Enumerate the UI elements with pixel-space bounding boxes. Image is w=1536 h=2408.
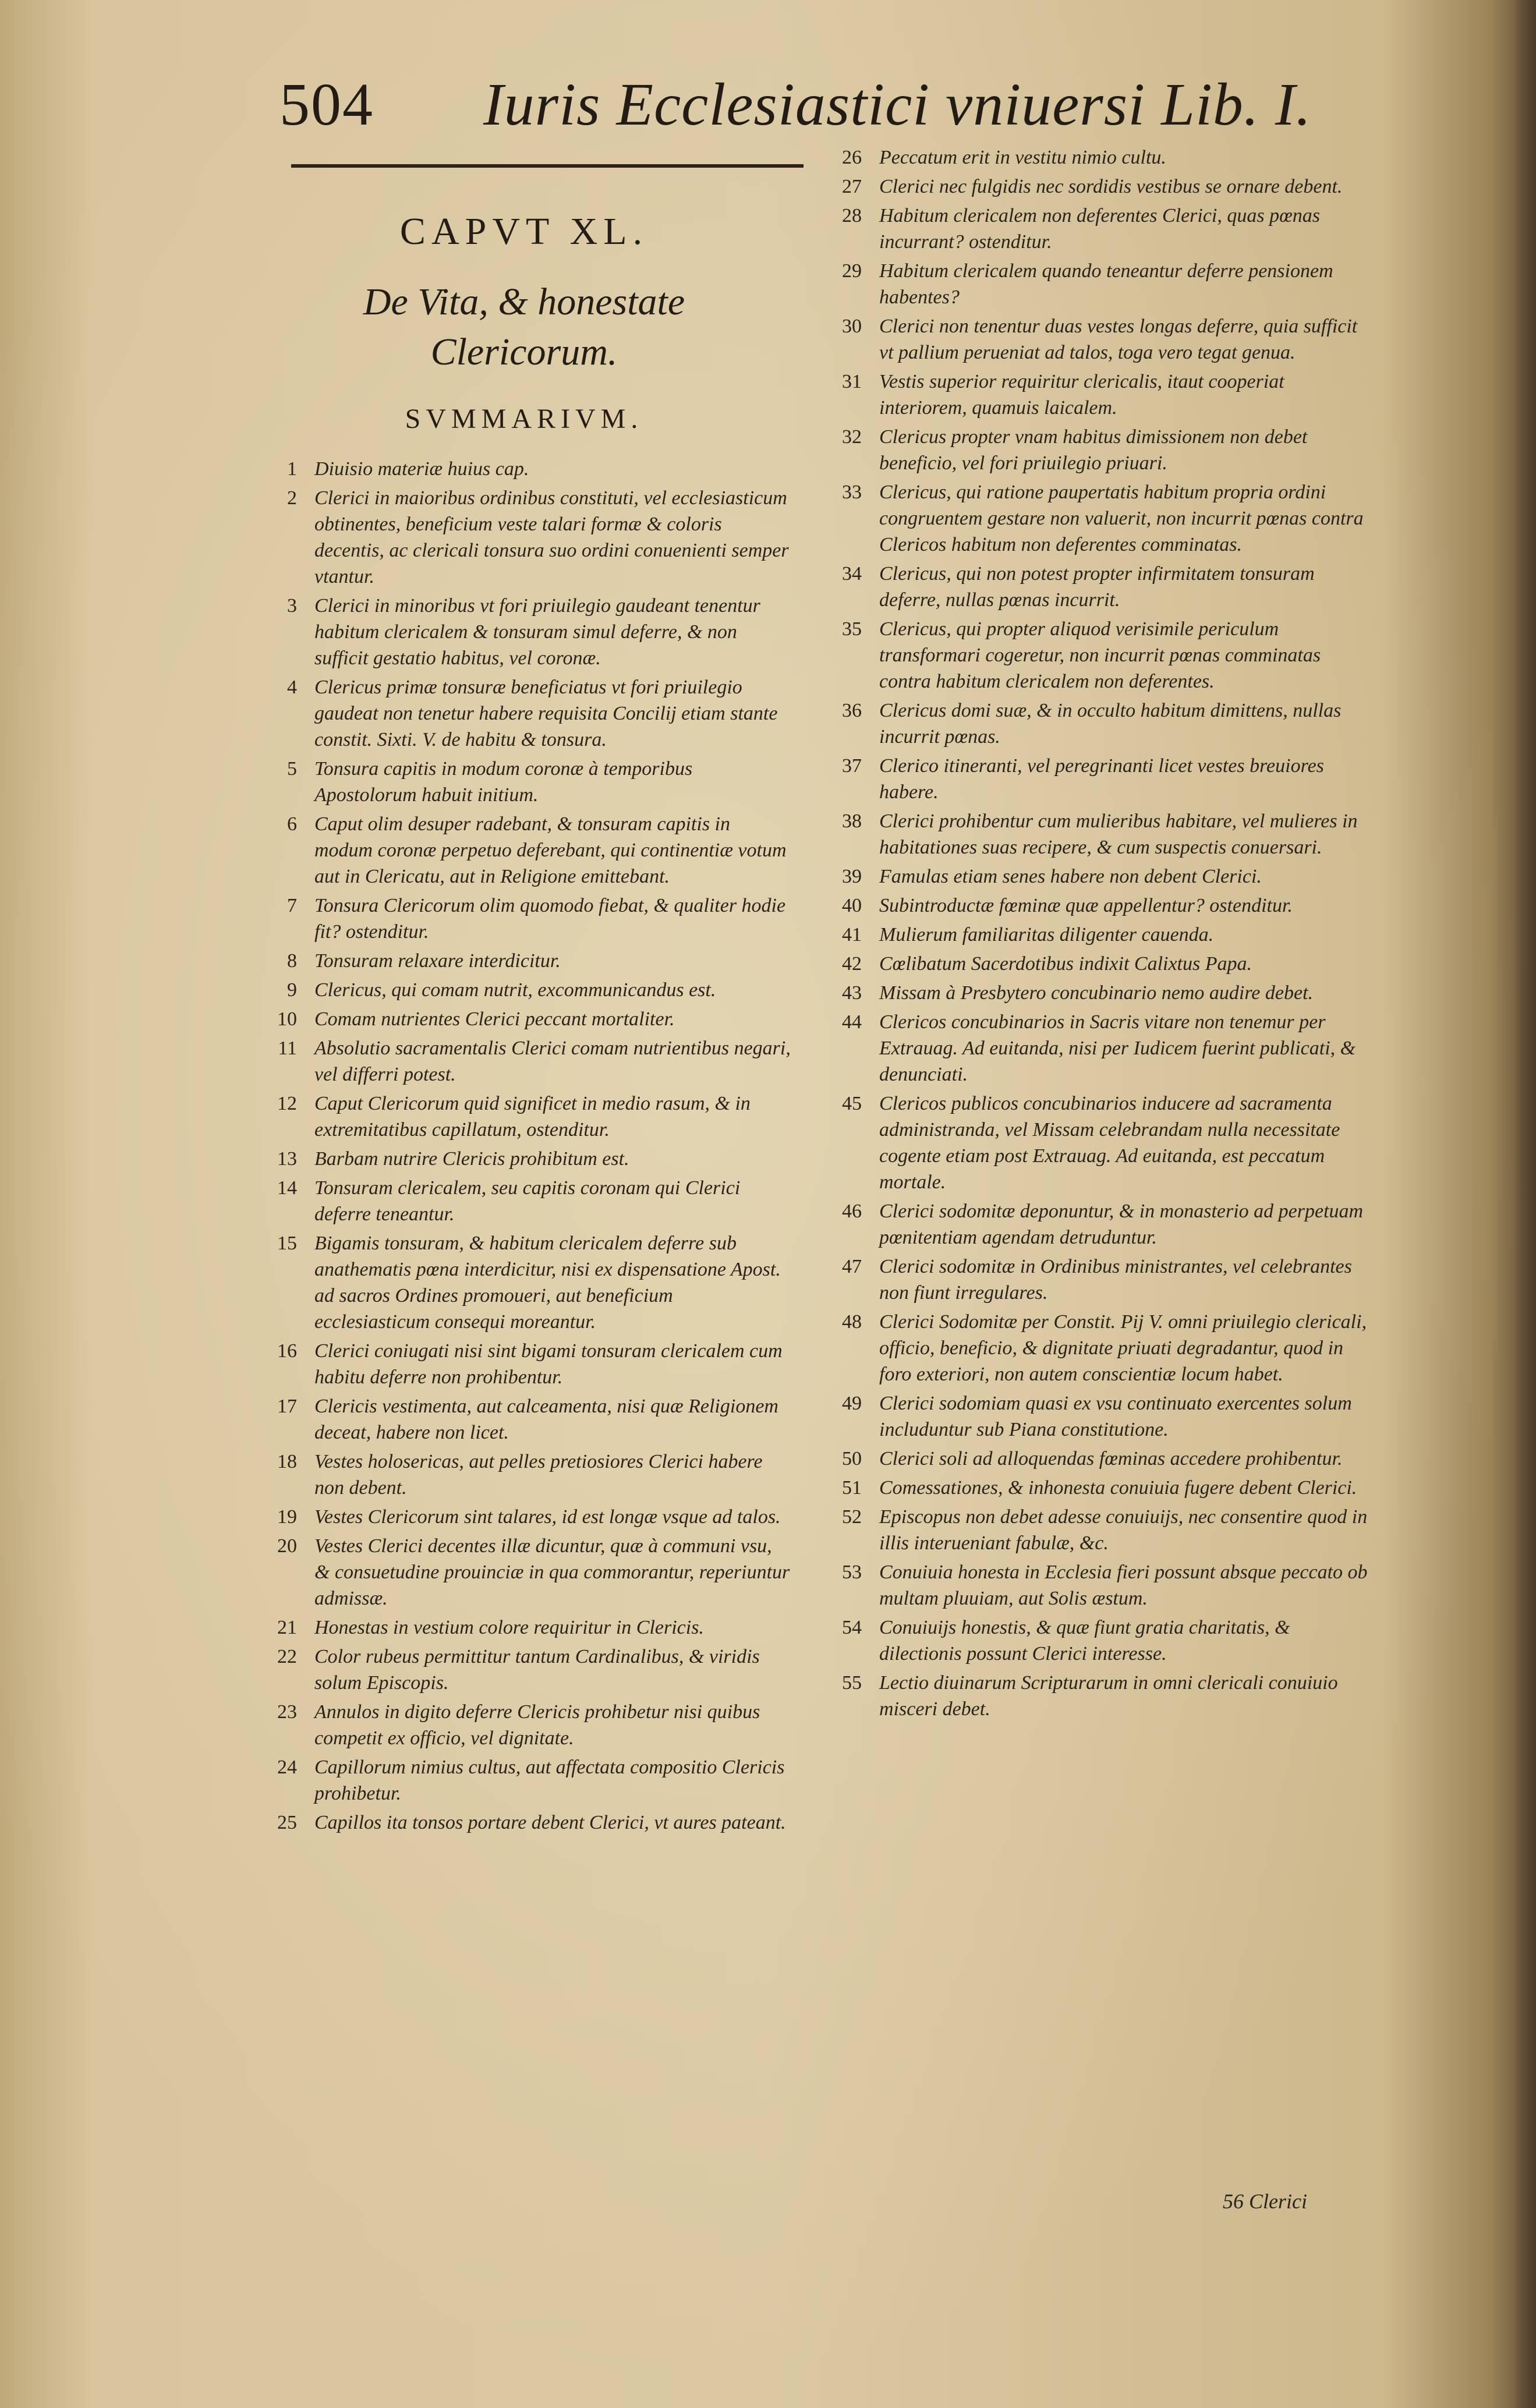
entry-text: Honestas in vestium colore requiritur in Clericis. xyxy=(314,1616,704,1638)
entry-number: 6 xyxy=(287,813,297,835)
summary-entry xyxy=(815,1614,1374,1667)
summary-entry xyxy=(256,593,792,671)
summary-entry xyxy=(815,1559,1374,1612)
summary-entry xyxy=(815,173,1374,200)
right-column xyxy=(815,144,1374,1725)
entry-text: Annulos in digito deferre Clericis prohibetur nisi quibus competit ex officio, vel dignitate. xyxy=(314,1701,760,1749)
entry-text: Clericus, qui propter aliquod verisimile periculum transformari cogeretur, non incurrit pœnas comminatas contra habitum clericalem non deferentes. xyxy=(879,618,1321,692)
summary-entry xyxy=(256,1614,792,1641)
summary-entry xyxy=(256,811,792,890)
entry-number: 20 xyxy=(277,1535,297,1557)
entry-number: 36 xyxy=(842,700,862,721)
entry-number: 16 xyxy=(277,1340,297,1362)
entry-text: Tonsura Clericorum olim quomodo fiebat, & qualiter hodie fit? ostenditur. xyxy=(314,894,786,943)
entry-number: 8 xyxy=(287,950,297,972)
summary-entry xyxy=(815,313,1374,366)
entry-text: Clerico itineranti, vel peregrinanti licet vestes breuiores habere. xyxy=(879,755,1324,803)
summary-entry xyxy=(256,485,792,590)
entry-text: Mulierum familiaritas diligenter cauenda. xyxy=(879,924,1214,946)
entry-text: Vestis superior requiritur clericalis, itaut cooperiat interiorem, quamuis laicalem. xyxy=(879,371,1284,419)
summary-entry xyxy=(815,144,1374,171)
entry-text: Conuiuia honesta in Ecclesia fieri possunt absque peccato ob multam pluuiam, aut Solis æstum. xyxy=(879,1561,1368,1609)
summary-entry xyxy=(815,863,1374,890)
entry-text: Clericis vestimenta, aut calceamenta, nisi quæ Religionem deceat, habere non licet. xyxy=(314,1395,778,1443)
entry-number: 48 xyxy=(842,1311,862,1333)
entry-number: 37 xyxy=(842,755,862,777)
entry-number: 7 xyxy=(287,894,297,916)
entry-text: Comam nutrientes Clerici peccant mortaliter. xyxy=(314,1008,675,1030)
summary-list-right xyxy=(815,144,1374,1722)
entry-text: Clerici sodomitæ deponuntur, & in monasterio ad perpetuam pœnitentiam agendam detruduntur. xyxy=(879,1201,1364,1248)
page-header xyxy=(279,70,1312,151)
entry-text: Clericus propter vnam habitus dimissionem non debet beneficio, vel fori priuilegio priuari. xyxy=(879,426,1308,474)
entry-number: 51 xyxy=(842,1477,862,1499)
entry-text: Clericus, qui ratione paupertatis habitum propria ordini congruentem gestare non valuerit, non incurrit pœnas contra Clericos habitum non deferentes comminatas. xyxy=(879,481,1364,555)
entry-number: 41 xyxy=(842,924,862,946)
running-title: Iuris Ecclesiastici vniuersi Lib. I. xyxy=(483,71,1312,138)
entry-text: Bigamis tonsuram, & habitum clericalem deferre sub anathematis pœna interdicitur, nisi ex dispensatione Apost. ad sacros Ordines promoueri, aut beneficium ecclesiasticum consequi moreantur. xyxy=(314,1232,781,1333)
entry-text: Vestes holosericas, aut pelles pretiosiores Clerici habere non debent. xyxy=(314,1450,763,1499)
summary-entry xyxy=(256,948,792,974)
entry-number: 49 xyxy=(842,1393,862,1414)
summary-entry xyxy=(815,980,1374,1006)
summary-entry xyxy=(815,1670,1374,1722)
summary-entry xyxy=(815,922,1374,948)
entry-text: Vestes Clericorum sint talares, id est longæ vsque ad talos. xyxy=(314,1506,781,1528)
entry-number: 32 xyxy=(842,426,862,448)
entry-text: Tonsuram clericalem, seu capitis coronam qui Clerici deferre teneantur. xyxy=(314,1177,741,1225)
summary-entry xyxy=(256,1175,792,1227)
entry-number: 26 xyxy=(842,147,862,168)
entry-number: 13 xyxy=(277,1148,297,1170)
entry-text: Clericus, qui non potest propter infirmitatem tonsuram deferre, nullas pœnas incurrit. xyxy=(879,563,1315,611)
summary-entry xyxy=(815,616,1374,695)
summary-entry xyxy=(256,1699,792,1751)
page-number: 504 xyxy=(279,71,374,138)
page-gutter-shadow xyxy=(1513,0,1536,2408)
summary-entry xyxy=(815,369,1374,421)
entry-number: 12 xyxy=(277,1092,297,1114)
summary-entry xyxy=(815,1309,1374,1387)
summary-entry xyxy=(815,808,1374,860)
entry-number: 21 xyxy=(277,1616,297,1638)
entry-text: Color rubeus permittitur tantum Cardinalibus, & viridis solum Episcopis. xyxy=(314,1645,760,1694)
entry-text: Lectio diuinarum Scripturarum in omni clericali conuiuio misceri debet. xyxy=(879,1672,1338,1720)
summary-entry xyxy=(256,1533,792,1612)
summary-entry xyxy=(815,1504,1374,1556)
entry-text: Clericos concubinarios in Sacris vitare non tenemur per Extrauag. Ad euitanda, nisi per Iudicem fuerint publicati, & denunciati. xyxy=(879,1011,1356,1085)
entry-text: Capillorum nimius cultus, aut affectata compositio Clericis prohibetur. xyxy=(314,1756,785,1804)
entry-number: 23 xyxy=(277,1701,297,1723)
entry-number: 19 xyxy=(277,1506,297,1528)
summary-entry xyxy=(815,697,1374,750)
entry-text: Caput Clericorum quid significet in medio rasum, & in extremitatibus capillatum, ostenditur. xyxy=(314,1092,751,1141)
entry-text: Clerici coniugati nisi sint bigami tonsuram clericalem cum habitu deferre non prohibentur. xyxy=(314,1340,783,1388)
summary-list-left xyxy=(256,456,792,1836)
summary-entry xyxy=(815,424,1374,476)
chapter-number: CAPVT XL. xyxy=(399,210,649,253)
entry-number: 54 xyxy=(842,1617,862,1638)
entry-text: Cœlibatum Sacerdotibus indixit Calixtus Papa. xyxy=(879,953,1252,975)
entry-number: 52 xyxy=(842,1506,862,1528)
entry-text: Clericus domi suæ, & in occulto habitum dimittens, nullas incurrit pœnas. xyxy=(879,700,1342,748)
summary-entry xyxy=(815,479,1374,558)
entry-text: Tonsuram relaxare interdicitur. xyxy=(314,950,561,972)
summary-entry xyxy=(815,561,1374,613)
entry-number: 3 xyxy=(287,594,297,617)
summary-entry xyxy=(815,1253,1374,1306)
entry-number: 14 xyxy=(277,1177,297,1199)
entry-number: 2 xyxy=(287,487,297,509)
entry-text: Subintroductæ fœminæ quæ appellentur? ostenditur. xyxy=(879,895,1293,916)
entry-number: 25 xyxy=(277,1811,297,1833)
entry-text: Clerici sodomiam quasi ex vsu continuato exercentes solum includuntur sub Piana constitutione. xyxy=(879,1393,1352,1440)
summary-entry xyxy=(815,951,1374,977)
entry-number: 50 xyxy=(842,1448,862,1469)
entry-text: Clerici soli ad alloquendas fœminas accedere prohibentur. xyxy=(879,1448,1343,1469)
summary-entry xyxy=(256,893,792,945)
entry-text: Comessationes, & inhonesta conuiuia fugere debent Clerici. xyxy=(879,1477,1357,1499)
entry-text: Vestes Clerici decentes illæ dicuntur, quæ à communi vsu, & consuetudine prouinciæ in qua commorantur, reperiuntur admissæ. xyxy=(314,1535,790,1609)
entry-number: 35 xyxy=(842,618,862,640)
catchword: 56 Clerici xyxy=(1223,2190,1307,2213)
entry-number: 22 xyxy=(277,1645,297,1667)
summary-entry xyxy=(256,1338,792,1390)
entry-number: 34 xyxy=(842,563,862,585)
entry-text: Barbam nutrire Clericis prohibitum est. xyxy=(314,1148,629,1170)
summary-entry xyxy=(815,1198,1374,1251)
entry-number: 33 xyxy=(842,481,862,503)
entry-number: 17 xyxy=(277,1395,297,1417)
header-rule xyxy=(291,164,804,168)
entry-text: Conuiuijs honestis, & quæ fiunt gratia charitatis, & dilectionis possunt Clerici interesse. xyxy=(879,1617,1290,1665)
entry-text: Peccatum erit in vestitu nimio cultu. xyxy=(879,147,1166,168)
entry-number: 31 xyxy=(842,371,862,392)
entry-number: 47 xyxy=(842,1256,862,1277)
entry-number: 38 xyxy=(842,810,862,832)
entry-text: Diuisio materiæ huius cap. xyxy=(314,458,529,480)
chapter-title: De Vita, & honestate Clericorum. xyxy=(363,281,685,373)
entry-number: 40 xyxy=(842,895,862,916)
entry-text: Habitum clericalem quando teneantur deferre pensionem habentes? xyxy=(879,260,1333,308)
entry-number: 30 xyxy=(842,316,862,337)
entry-number: 4 xyxy=(287,676,297,698)
entry-text: Clericus primæ tonsuræ beneficiatus vt fori priuilegio gaudeat non tenetur habere requisita Concilij etiam stante constit. Sixti. V. de habitu & tonsura. xyxy=(314,676,778,750)
summary-entry xyxy=(256,1754,792,1807)
entry-text: Clericos publicos concubinarios inducere ad sacramenta administranda, vel Missam celebrandam nulla necessitate cogente etiam post Extrauag. Ad euitanda, est peccatum mortale. xyxy=(879,1093,1340,1193)
summary-entry xyxy=(256,977,792,1003)
entry-number: 42 xyxy=(842,953,862,975)
entry-text: Clerici in minoribus vt fori priuilegio gaudeant tenentur habitum clericalem & tonsuram simul deferre, & non sufficit gestatio habitus, vel coronæ. xyxy=(314,594,760,669)
entry-number: 45 xyxy=(842,1093,862,1114)
summary-entry xyxy=(256,1504,792,1530)
entry-number: 27 xyxy=(842,176,862,197)
summary-entry xyxy=(256,1146,792,1172)
summary-entry xyxy=(256,456,792,482)
entry-number: 15 xyxy=(277,1232,297,1254)
entry-number: 9 xyxy=(287,979,297,1001)
summary-entry xyxy=(815,1446,1374,1472)
summary-entry xyxy=(256,1644,792,1696)
entry-text: Episcopus non debet adesse conuiuijs, nec consentire quod in illis interueniant fabulæ, &c. xyxy=(879,1506,1368,1554)
entry-text: Habitum clericalem non deferentes Clerici, quas pœnas incurrant? ostenditur. xyxy=(879,205,1321,253)
entry-text: Missam à Presbytero concubinario nemo audire debet. xyxy=(879,982,1314,1004)
summary-entry xyxy=(815,1390,1374,1443)
summary-entry xyxy=(815,203,1374,255)
left-column xyxy=(256,192,792,1839)
entry-number: 46 xyxy=(842,1201,862,1222)
summary-entry xyxy=(256,1230,792,1335)
entry-number: 43 xyxy=(842,982,862,1004)
summary-entry xyxy=(815,258,1374,310)
summary-entry xyxy=(256,756,792,808)
entry-number: 39 xyxy=(842,866,862,887)
entry-text: Clerici prohibentur cum mulieribus habitare, vel mulieres in habitationes suas recipere, & cum suspectis conuersari. xyxy=(879,810,1358,858)
summary-entry xyxy=(256,674,792,753)
entry-text: Clerici Sodomitæ per Constit. Pij V. omni priuilegio clericali, officio, beneficio, & dignitate priuati degradantur, quod in foro exteriori, non autem conscientiæ locum habet. xyxy=(879,1311,1367,1385)
entry-text: Clericus, qui comam nutrit, excommunicandus est. xyxy=(314,979,716,1001)
summary-entry xyxy=(815,1090,1374,1195)
summary-entry xyxy=(815,1009,1374,1088)
summary-entry xyxy=(256,1393,792,1446)
entry-number: 44 xyxy=(842,1011,862,1033)
summary-entry xyxy=(256,1090,792,1143)
summary-entry xyxy=(256,1809,792,1836)
summary-heading: SVMMARIVM. xyxy=(405,403,643,434)
summary-entry xyxy=(256,1006,792,1032)
entry-number: 55 xyxy=(842,1672,862,1694)
entry-number: 53 xyxy=(842,1561,862,1583)
entry-number: 28 xyxy=(842,205,862,226)
entry-text: Clerici sodomitæ in Ordinibus ministrantes, vel celebrantes non fiunt irregulares. xyxy=(879,1256,1352,1304)
entry-text: Famulas etiam senes habere non debent Clerici. xyxy=(879,866,1262,887)
entry-text: Capillos ita tonsos portare debent Clerici, vt aures pateant. xyxy=(314,1811,786,1833)
entry-number: 18 xyxy=(277,1450,297,1472)
entry-number: 1 xyxy=(287,458,297,480)
entry-number: 29 xyxy=(842,260,862,282)
summary-entry xyxy=(256,1035,792,1088)
entry-text: Absolutio sacramentalis Clerici comam nutrientibus negari, vel differri potest. xyxy=(314,1037,791,1085)
entry-text: Clerici non tenentur duas vestes longas deferre, quia sufficit vt pallium perueniat ad talos, toga vero tegat genua. xyxy=(879,316,1358,363)
entry-text: Caput olim desuper radebant, & tonsuram capitis in modum coronæ perpetuo deferebant, qui continentiæ votum aut in Clericatu, aut in Religione emittebant. xyxy=(314,813,787,887)
summary-entry xyxy=(256,1449,792,1501)
entry-text: Tonsura capitis in modum coronæ à temporibus Apostolorum habuit initium. xyxy=(314,757,693,806)
summary-entry xyxy=(815,1475,1374,1501)
entry-text: Clerici in maioribus ordinibus constituti, vel ecclesiasticum obtinentes, beneficium veste talari formæ & coloris decentis, ac clericali tonsura suo ordini conuenienti semper vtantur. xyxy=(314,487,789,587)
entry-text: Clerici nec fulgidis nec sordidis vestibus se ornare debent. xyxy=(879,176,1343,197)
entry-number: 24 xyxy=(277,1756,297,1778)
summary-entry xyxy=(815,753,1374,805)
entry-number: 11 xyxy=(278,1037,297,1059)
entry-number: 5 xyxy=(287,757,297,780)
summary-entry xyxy=(815,893,1374,919)
entry-number: 10 xyxy=(277,1008,297,1030)
